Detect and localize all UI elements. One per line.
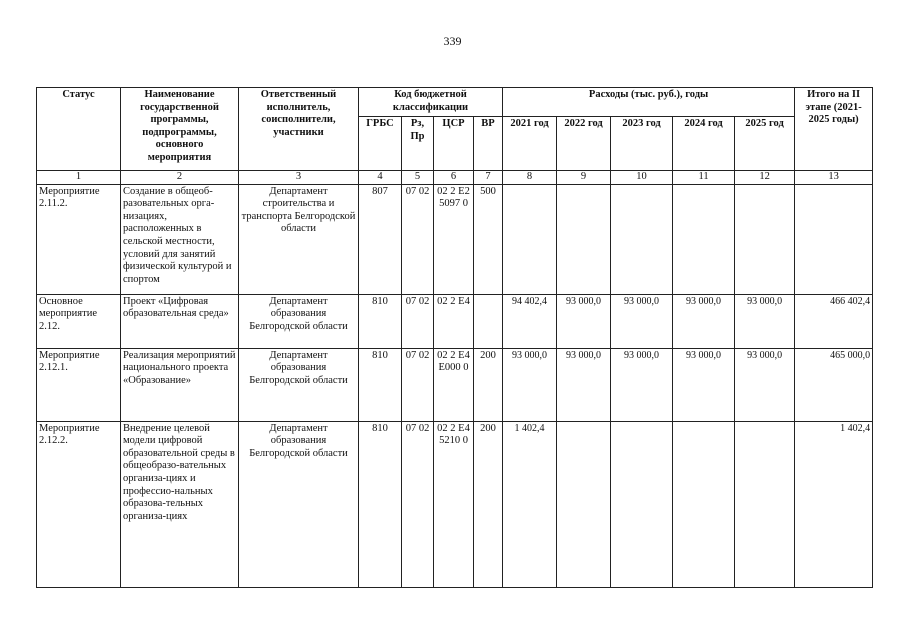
header-2024: 2024 год: [673, 117, 735, 171]
cell-2023: [611, 184, 673, 294]
cell-csr: 02 2 E4: [434, 294, 474, 348]
cell-rzpr: 07 02: [402, 348, 434, 421]
cell-grbs: 810: [359, 294, 402, 348]
cell-vr: 200: [474, 348, 503, 421]
cell-csr: 02 2 E4 E000 0: [434, 348, 474, 421]
header-2022: 2022 год: [557, 117, 611, 171]
cell-grbs: 810: [359, 421, 402, 587]
cell-total: 1 402,4: [795, 421, 873, 587]
cell-status: Мероприятие 2.12.2.: [37, 421, 121, 587]
cell-vr: 200: [474, 421, 503, 587]
column-number: 13: [795, 171, 873, 185]
cell-csr: 02 2 E2 5097 0: [434, 184, 474, 294]
column-number: 2: [121, 171, 239, 185]
column-number-row: [37, 171, 873, 185]
column-number: 3: [239, 171, 359, 185]
column-number: 10: [611, 171, 673, 185]
cell-2021: [503, 184, 557, 294]
header-expenses: Расходы (тыс. руб.), годы: [503, 88, 795, 117]
cell-grbs: 807: [359, 184, 402, 294]
cell-grbs: 810: [359, 348, 402, 421]
cell-2024: 93 000,0: [673, 348, 735, 421]
cell-name: Создание в общеоб-разовательных орга-низациях, расположенных в сельской местности, условий для занятий физической культурой и спортом: [121, 184, 239, 294]
header-2021: 2021 год: [503, 117, 557, 171]
header-row: [37, 88, 873, 117]
cell-csr: 02 2 E4 5210 0: [434, 421, 474, 587]
column-number: 6: [434, 171, 474, 185]
header-csr: ЦСР: [434, 117, 474, 171]
cell-2022: [557, 184, 611, 294]
column-number: 4: [359, 171, 402, 185]
header-vr: ВР: [474, 117, 503, 171]
header-name: Наименование государственной программы, подпрограммы, основного мероприятия: [121, 88, 239, 171]
header-executor: Ответственный исполнитель, соисполнители, участники: [239, 88, 359, 171]
cell-executor: Департамент образования Белгородской области: [239, 294, 359, 348]
column-number: 5: [402, 171, 434, 185]
cell-2025: 93 000,0: [735, 294, 795, 348]
column-number: 8: [503, 171, 557, 185]
cell-name: Проект «Цифровая образовательная среда»: [121, 294, 239, 348]
header-grbs: ГРБС: [359, 117, 402, 171]
header-status: Статус: [37, 88, 121, 171]
cell-2025: [735, 421, 795, 587]
cell-name: Реализация мероприятий национального проекта «Образование»: [121, 348, 239, 421]
cell-executor: Департамент образования Белгородской области: [239, 348, 359, 421]
budget-table: [36, 87, 873, 588]
cell-rzpr: 07 02: [402, 421, 434, 587]
cell-executor: Департамент строительства и транспорта Белгородской области: [239, 184, 359, 294]
cell-status: Основное мероприятие 2.12.: [37, 294, 121, 348]
cell-name: Внедрение целевой модели цифровой образовательной среды в общеобразо-вательных организа-циях и профессио-нальных образова-тельных организа-циях: [121, 421, 239, 587]
cell-2024: [673, 184, 735, 294]
cell-2024: 93 000,0: [673, 294, 735, 348]
cell-2022: [557, 421, 611, 587]
cell-total: 466 402,4: [795, 294, 873, 348]
cell-2025: [735, 184, 795, 294]
cell-executor: Департамент образования Белгородской области: [239, 421, 359, 587]
cell-status: Мероприятие 2.12.1.: [37, 348, 121, 421]
cell-2021: 1 402,4: [503, 421, 557, 587]
cell-vr: 500: [474, 184, 503, 294]
table-row: [37, 294, 873, 348]
cell-rzpr: 07 02: [402, 294, 434, 348]
cell-rzpr: 07 02: [402, 184, 434, 294]
cell-2023: 93 000,0: [611, 294, 673, 348]
cell-2025: 93 000,0: [735, 348, 795, 421]
header-rzpr: Рз, Пр: [402, 117, 434, 171]
header-2025: 2025 год: [735, 117, 795, 171]
cell-2022: 93 000,0: [557, 294, 611, 348]
cell-2023: [611, 421, 673, 587]
table-row: [37, 184, 873, 294]
cell-total: [795, 184, 873, 294]
header-budget-code: Код бюджетной классификации: [359, 88, 503, 117]
column-number: 1: [37, 171, 121, 185]
header-total: Итого на II этапе (2021-2025 годы): [795, 88, 873, 171]
cell-vr: [474, 294, 503, 348]
cell-total: 465 000,0: [795, 348, 873, 421]
table-row: [37, 348, 873, 421]
cell-2022: 93 000,0: [557, 348, 611, 421]
table-row: [37, 421, 873, 587]
column-number: 9: [557, 171, 611, 185]
cell-2021: 94 402,4: [503, 294, 557, 348]
column-number: 12: [735, 171, 795, 185]
column-number: 11: [673, 171, 735, 185]
cell-2024: [673, 421, 735, 587]
page-number: 339: [443, 34, 462, 48]
column-number: 7: [474, 171, 503, 185]
cell-status: Мероприятие 2.11.2.: [37, 184, 121, 294]
cell-2021: 93 000,0: [503, 348, 557, 421]
header-2023: 2023 год: [611, 117, 673, 171]
cell-2023: 93 000,0: [611, 348, 673, 421]
